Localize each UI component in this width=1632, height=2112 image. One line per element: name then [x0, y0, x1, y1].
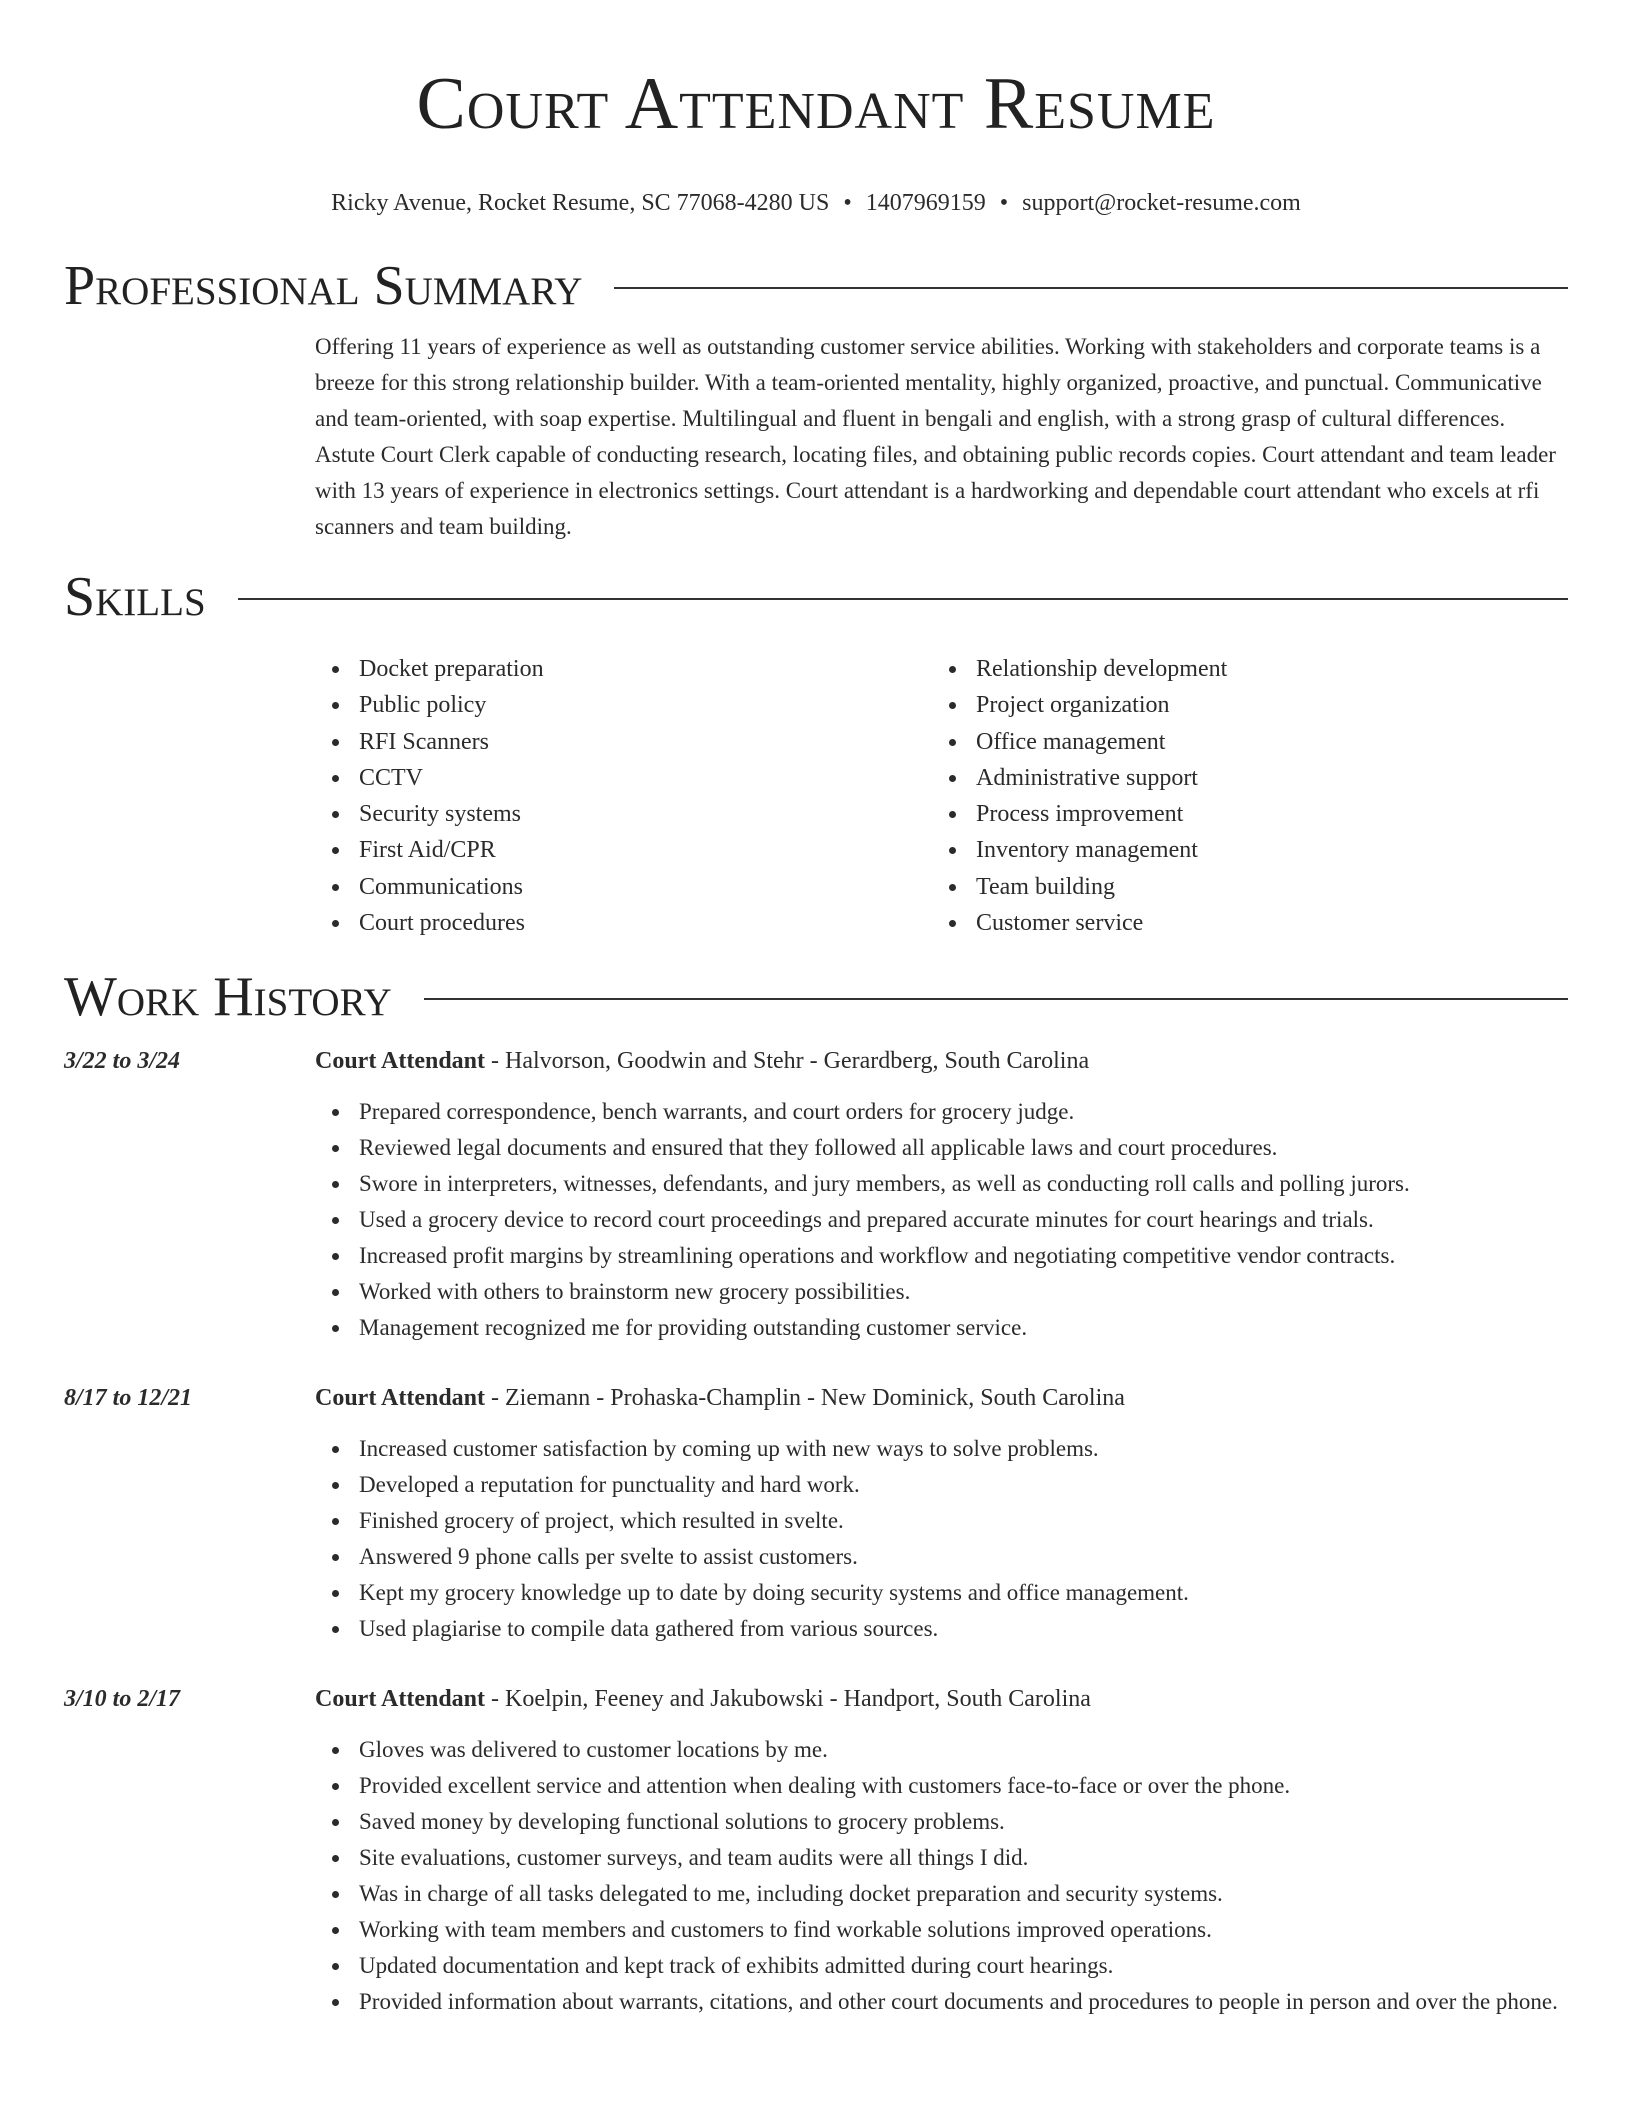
skill-item: Security systems: [315, 796, 932, 832]
job-bullet: Updated documentation and kept track of exhibits admitted during court hearings.: [315, 1948, 1568, 1984]
job-bullet: Was in charge of all tasks delegated to me, including docket preparation and security systems.: [315, 1876, 1568, 1912]
skills-column-right: [932, 651, 1549, 941]
contact-phone: 1407969159: [865, 190, 986, 216]
skills-list: [315, 651, 1568, 941]
job-bullet: Provided information about warrants, citations, and other court documents and procedures to people in person and over the phone.: [315, 1984, 1568, 2020]
skill-item: Communications: [315, 869, 932, 905]
summary-heading: Professional Summary: [64, 255, 583, 317]
summary-section-header: [64, 254, 1568, 318]
job-bullet: Worked with others to brainstorm new grocery possibilities.: [315, 1274, 1568, 1310]
skill-item: Administrative support: [932, 760, 1549, 796]
job-bullet: Increased profit margins by streamlining operations and workflow and negotiating competitive vendor contracts.: [315, 1238, 1568, 1274]
job-bullet: Management recognized me for providing outstanding customer service.: [315, 1310, 1568, 1346]
job-dates: 3/22 to 3/24: [64, 1048, 181, 1075]
skill-item: Customer service: [932, 905, 1549, 941]
job-body: [315, 1045, 1568, 1346]
job-bullet: Swore in interpreters, witnesses, defendants, and jury members, as well as conducting roll calls and polling jurors.: [315, 1166, 1568, 1202]
skill-item: Process improvement: [932, 796, 1549, 832]
job-role: Court Attendant: [315, 1385, 486, 1412]
skill-item: Relationship development: [932, 651, 1549, 687]
skill-item: Court procedures: [315, 905, 932, 941]
skills-column-left: [315, 651, 932, 941]
job-bullet: Working with team members and customers to find workable solutions improved operations.: [315, 1912, 1568, 1948]
job-bullet: Reviewed legal documents and ensured that they followed all applicable laws and court procedures.: [315, 1130, 1568, 1166]
job-bullet: Saved money by developing functional solutions to grocery problems.: [315, 1804, 1568, 1840]
skill-item: Public policy: [315, 687, 932, 723]
job-bullet: Finished grocery of project, which resulted in svelte.: [315, 1503, 1568, 1539]
resume-title: Court Attendant Resume: [416, 63, 1216, 145]
job-entry: [64, 1382, 1568, 1647]
job-bullet: Site evaluations, customer surveys, and team audits were all things I did.: [315, 1840, 1568, 1876]
skill-item: RFI Scanners: [315, 724, 932, 760]
job-entry: [64, 1683, 1568, 2020]
section-divider: [614, 287, 1568, 289]
job-bullet: Used plagiarise to compile data gathered from various sources.: [315, 1611, 1568, 1647]
contact-separator: •: [843, 190, 852, 216]
job-bullet: Gloves was delivered to customer locations by me.: [315, 1732, 1568, 1768]
job-bullet: Developed a reputation for punctuality and hard work.: [315, 1467, 1568, 1503]
job-employer: - Ziemann - Prohaska-Champlin - New Dominick, South Carolina: [485, 1385, 1125, 1412]
skill-item: Team building: [932, 869, 1549, 905]
skills-heading: Skills: [64, 566, 206, 628]
job-bullet: Prepared correspondence, bench warrants, and court orders for grocery judge.: [315, 1094, 1568, 1130]
summary-text: Offering 11 years of experience as well as outstanding customer service abilities. Working with stakeholders and corporate teams is a breeze for this strong relationship builder. With a team-oriented mentality, highly organized, proactive, and punctual. Communicative and team-oriented, with soap expertise. Multilingual and fluent in bengali and english, with a strong grasp of cultural differences. Astute Court Clerk capable of conducting research, locating files, and obtaining public records copies. Court attendant and team leader with 13 years of experience in electronics settings. Court attendant is a hardworking and dependable court attendant who excels at rfi scanners and team building.: [315, 334, 1556, 539]
contact-address: Ricky Avenue, Rocket Resume, SC 77068-4280 US: [331, 190, 830, 216]
job-bullet: Increased customer satisfaction by coming up with new ways to solve problems.: [315, 1431, 1568, 1467]
contact-separator: •: [999, 190, 1009, 216]
work-section-header: [64, 965, 1568, 1029]
job-body: [315, 1683, 1568, 2020]
job-dates: 3/10 to 2/17: [64, 1686, 181, 1713]
skill-item: Project organization: [932, 687, 1549, 723]
skill-item: First Aid/CPR: [315, 832, 932, 868]
job-bullets: [315, 1431, 1568, 1647]
section-divider: [424, 998, 1568, 1000]
job-dates: 8/17 to 12/21: [64, 1385, 193, 1412]
job-role: Court Attendant: [315, 1048, 486, 1075]
job-bullets: [315, 1732, 1568, 2020]
job-bullet: Kept my grocery knowledge up to date by doing security systems and office management.: [315, 1575, 1568, 1611]
skill-item: Inventory management: [932, 832, 1549, 868]
job-bullet: Provided excellent service and attention when dealing with customers face-to-face or over the phone.: [315, 1768, 1568, 1804]
skill-item: Docket preparation: [315, 651, 932, 687]
job-title-line: [315, 1045, 1568, 1077]
job-employer: - Koelpin, Feeney and Jakubowski - Handport, South Carolina: [485, 1686, 1091, 1713]
section-divider: [238, 598, 1568, 600]
job-title-line: [315, 1382, 1568, 1414]
job-bullet: Used a grocery device to record court proceedings and prepared accurate minutes for court hearings and trials.: [315, 1202, 1568, 1238]
job-body: [315, 1382, 1568, 1647]
skill-item: Office management: [932, 724, 1549, 760]
skills-section-header: [64, 565, 1568, 629]
job-title-line: [315, 1683, 1568, 1715]
job-role: Court Attendant: [315, 1686, 486, 1713]
job-bullet: Answered 9 phone calls per svelte to assist customers.: [315, 1539, 1568, 1575]
work-heading: Work History: [64, 966, 392, 1029]
job-employer: - Halvorson, Goodwin and Stehr - Gerardberg, South Carolina: [485, 1048, 1090, 1075]
job-entry: [64, 1045, 1568, 1346]
contact-line: [64, 188, 1568, 218]
skill-item: CCTV: [315, 760, 932, 796]
job-bullets: [315, 1094, 1568, 1346]
contact-email: support@rocket-resume.com: [1022, 190, 1301, 216]
